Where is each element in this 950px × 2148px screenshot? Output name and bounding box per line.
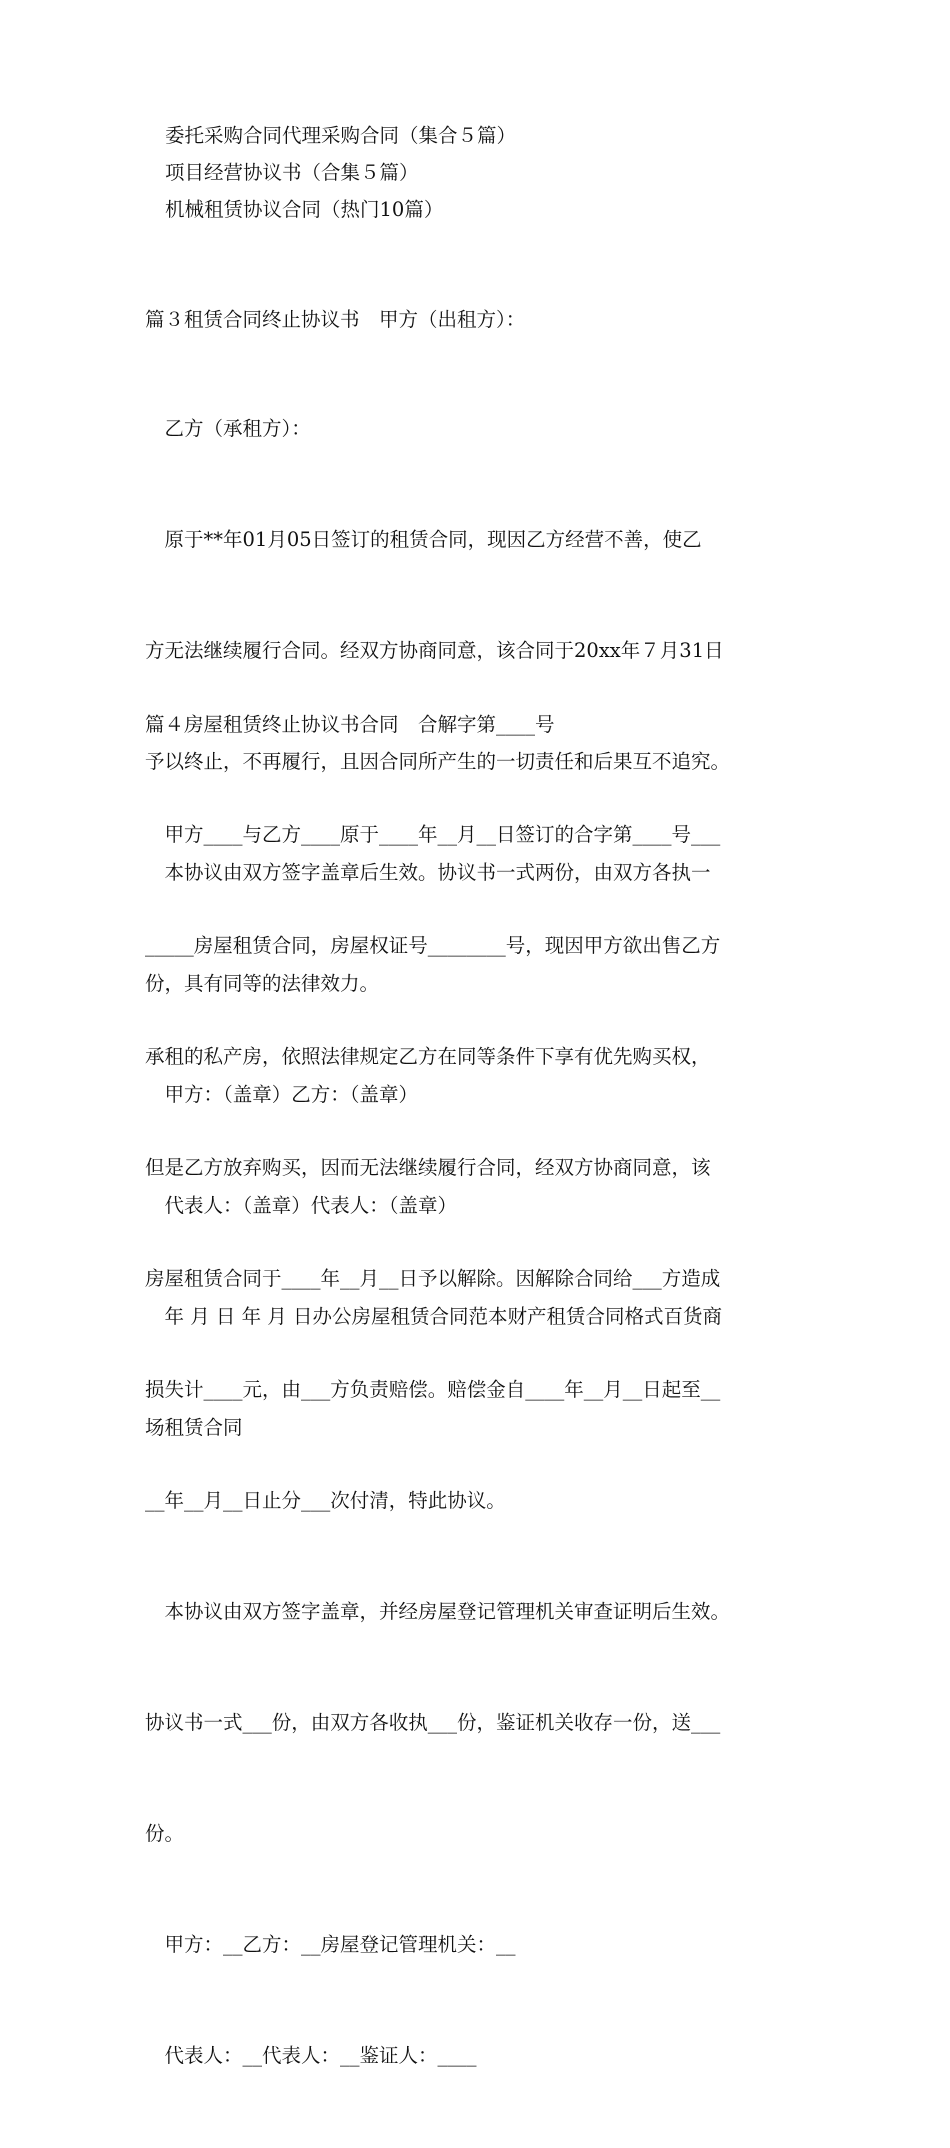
- section-4-line: 房屋租赁合同于____年__月__日予以解除。因解除合同给___方造成: [145, 1267, 721, 1290]
- section-4-line: _____房屋租赁合同，房屋权证号________号，现因甲方欲出售乙方: [145, 934, 721, 957]
- section-3-line: 乙方（承租方）：: [145, 417, 311, 440]
- section-3-line: 份，具有同等的法律效力。: [145, 972, 380, 995]
- section-4-line: 甲方____与乙方____原于____年__月__日签订的合字第____号___: [145, 823, 721, 846]
- section-4-line: __年__月__日止分___次付清，特此协议。: [145, 1489, 506, 1512]
- section-4-line: 但是乙方放弃购买，因而无法继续履行合同，经双方协商同意，该: [145, 1156, 711, 1179]
- section-4-heading: 篇４房屋租赁终止协议书合同 合解字第____号: [145, 713, 555, 736]
- section-3-line: 场租赁合同: [145, 1416, 243, 1439]
- related-link-3[interactable]: 机械租赁协议合同（热门10篇）: [165, 198, 444, 221]
- section-3-line: 代表人：（盖章）代表人：（盖章）: [145, 1194, 458, 1217]
- related-link-1[interactable]: 委托采购合同代理采购合同（集合５篇）: [165, 124, 517, 147]
- section-4-line: 甲方：__乙方：__房屋登记管理机关：__: [145, 1933, 516, 1956]
- section-3-line: 本协议由双方签字盖章后生效。协议书一式两份，由双方各执一: [145, 861, 711, 884]
- section-4-line: 承租的私产房，依照法律规定乙方在同等条件下享有优先购买权，: [145, 1045, 711, 1068]
- section-3-line: 甲方：（盖章）乙方：（盖章）: [145, 1083, 419, 1106]
- section-3-line: 予以终止，不再履行，且因合同所产生的一切责任和后果互不追究。: [145, 750, 731, 773]
- section-3-line: 方无法继续履行合同。经双方协商同意，该合同于20xx年７月31日: [145, 639, 724, 662]
- section-4-line: 损失计____元，由___方负责赔偿。赔偿金自____年__月__日起至__: [145, 1378, 721, 1401]
- section-3-line: 原于**年01月05日签订的租赁合同，现因乙方经营不善，使乙: [145, 528, 702, 551]
- section-4-body: [145, 742, 825, 2148]
- related-link-2[interactable]: 项目经营协议书（合集５篇）: [165, 161, 419, 184]
- section-4-line: 份。: [145, 1822, 185, 1845]
- section-4-line: 代表人：__代表人：__鉴证人：____: [145, 2044, 477, 2067]
- section-4-line: 协议书一式___份，由双方各收执___份，鉴证机关收存一份，送___: [145, 1711, 721, 1734]
- section-3-heading: 篇３租赁合同终止协议书 甲方（出租方）：: [145, 308, 526, 331]
- section-3-line: 年 月 日 年 月 日办公房屋租赁合同范本财产租赁合同格式百货商: [145, 1305, 722, 1328]
- section-4-line: 本协议由双方签字盖章，并经房屋登记管理机关审查证明后生效。: [145, 1600, 731, 1623]
